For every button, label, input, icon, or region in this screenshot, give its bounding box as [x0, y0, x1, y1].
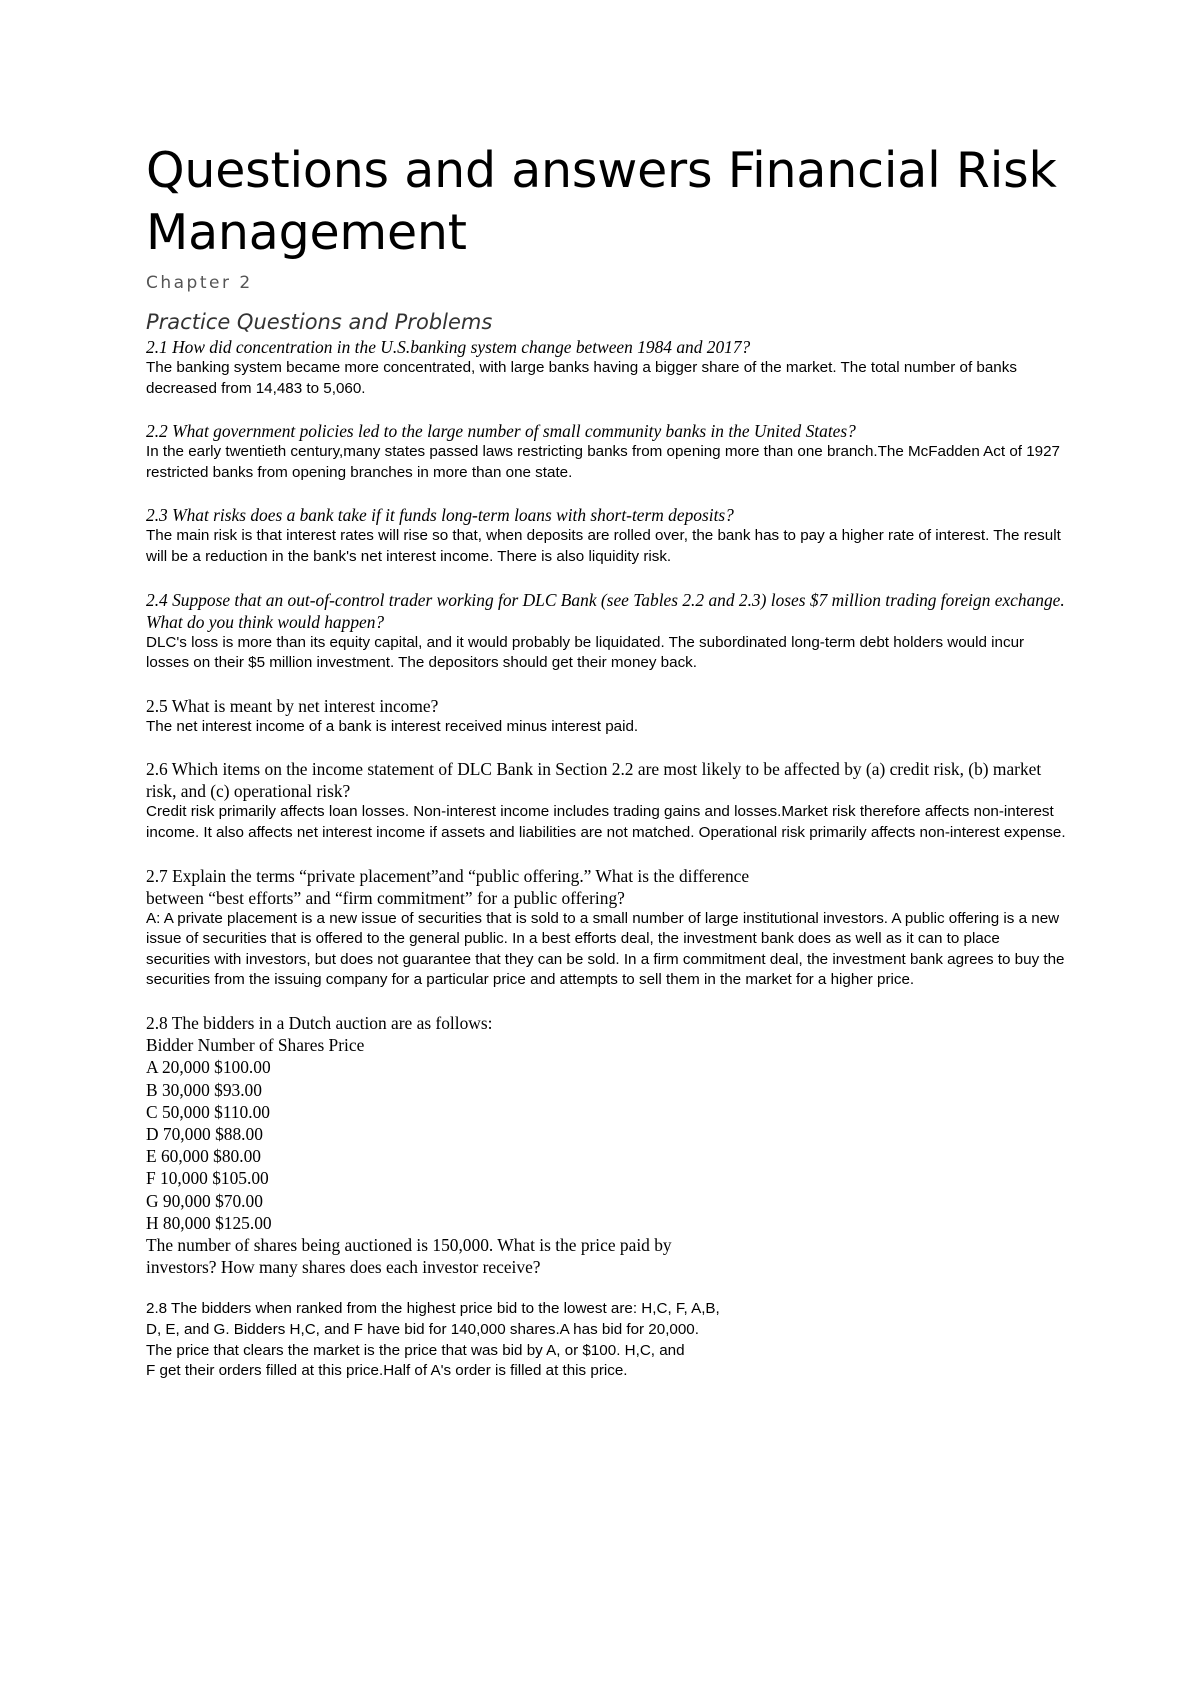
answer-2-8-line: The price that clears the market is the price that was bid by A, or $100. H,C, and [146, 1341, 685, 1359]
answer-2-2: In the early twentieth century,many states passed laws restricting banks from opening more than one branch.The McFadden Act of 1927 restricted banks from opening branches in more than one state. [146, 443, 1060, 481]
bid-row: H 80,000 $125.00 [146, 1212, 272, 1233]
qa-block-2-3 [146, 504, 1066, 567]
question-2-8-line1: The number of shares being auctioned is 150,000. What is the price paid by [146, 1234, 672, 1255]
question-2-8-intro: 2.8 The bidders in a Dutch auction are as follows: [146, 1012, 493, 1033]
bid-table-header: Bidder Number of Shares Price [146, 1035, 365, 1056]
question-2-5: 2.5 What is meant by net interest income? [146, 695, 439, 716]
document-page [146, 140, 1066, 1403]
qa-block-2-2 [146, 420, 1066, 483]
question-2-6: 2.6 Which items on the income statement of DLC Bank in Section 2.2 are most likely to be affected by (a) credit risk, (b) market risk, and (c) operational risk? [146, 759, 1042, 802]
question-2-8-line2: investors? How many shares does each investor receive? [146, 1257, 541, 1278]
bid-row: E 60,000 $80.00 [146, 1146, 261, 1167]
answer-2-7: A: A private placement is a new issue of securities that is sold to a small number of large institutional investors. A public offering is a new issue of securities that is offered to the general public. In a best efforts deal, the investment bank does as well as it can to place securities with investors, but does not guarantee that they can be sold. In a firm commitment deal, the investment bank agrees to buy the securities from the issuing company for a particular price and attempts to sell them in the market for a higher price. [146, 909, 1065, 989]
qa-block-2-5 [146, 695, 1066, 738]
question-2-7-line1: 2.7 Explain the terms “private placement”and “public offering.” What is the difference [146, 865, 750, 886]
section-subtitle: Practice Questions and Problems [146, 310, 493, 334]
answer-2-8-line: F get their orders filled at this price.Half of A's order is filled at this price. [146, 1362, 628, 1380]
answer-2-8-line: D, E, and G. Bidders H,C, and F have bid for 140,000 shares.A has bid for 20,000. [146, 1320, 699, 1338]
bid-row: F 10,000 $105.00 [146, 1168, 269, 1189]
answer-2-4: DLC's loss is more than its equity capital, and it would probably be liquidated. The subordinated long-term debt holders would incur losses on their $5 million investment. The depositors should get their money back. [146, 633, 1025, 672]
bid-row: D 70,000 $88.00 [146, 1123, 263, 1144]
qa-block-2-4 [146, 589, 1066, 674]
answer-2-8-line: 2.8 The bidders when ranked from the highest price bid to the lowest are: H,C, F, A,B, [146, 1300, 720, 1318]
chapter-label: Chapter 2 [146, 273, 253, 293]
qa-block-2-7 [146, 865, 1066, 991]
question-2-3: 2.3 What risks does a bank take if it funds long-term loans with short-term deposits? [146, 505, 734, 526]
bid-row: C 50,000 $110.00 [146, 1101, 270, 1122]
answer-2-5: The net interest income of a bank is interest received minus interest paid. [146, 717, 639, 735]
question-2-4: 2.4 Suppose that an out-of-control trader working for DLC Bank (see Tables 2.2 and 2.3) loses $7 million trading foreign exchange. What do you think would happen? [146, 589, 1065, 632]
answer-2-6: Credit risk primarily affects loan losses. Non-interest income includes trading gains and losses.Market risk therefore affects non-interest income. It also affects net interest income if assets and liabilities are not matched. Operational risk primarily affects non-interest expense. [146, 803, 1066, 841]
qa-block-2-6 [146, 758, 1066, 843]
answer-2-8-block [146, 1299, 1066, 1381]
answer-2-3: The main risk is that interest rates will rise so that, when deposits are rolled over, the bank has to pay a higher rate of interest. The result will be a reduction in the bank's net interest income. There is also liquidity risk. [146, 527, 1061, 565]
bid-row: G 90,000 $70.00 [146, 1190, 263, 1211]
question-2-7-line2: between “best efforts” and “firm commitment” for a public offering? [146, 887, 625, 908]
bid-row: B 30,000 $93.00 [146, 1079, 262, 1100]
document-title: Questions and answers Financial Risk Management [146, 142, 1057, 261]
bid-row: A 20,000 $100.00 [146, 1057, 271, 1078]
question-2-1: 2.1 How did concentration in the U.S.banking system change between 1984 and 2017? [146, 337, 751, 357]
qa-block-2-1 [146, 336, 1066, 399]
question-2-2: 2.2 What government policies led to the large number of small community banks in the United States? [146, 421, 856, 442]
answer-2-1: The banking system became more concentrated, with large banks having a bigger share of the market. The total number of banks decreased from 14,483 to 5,060. [146, 359, 1017, 397]
qa-block-2-8 [146, 1012, 1066, 1278]
